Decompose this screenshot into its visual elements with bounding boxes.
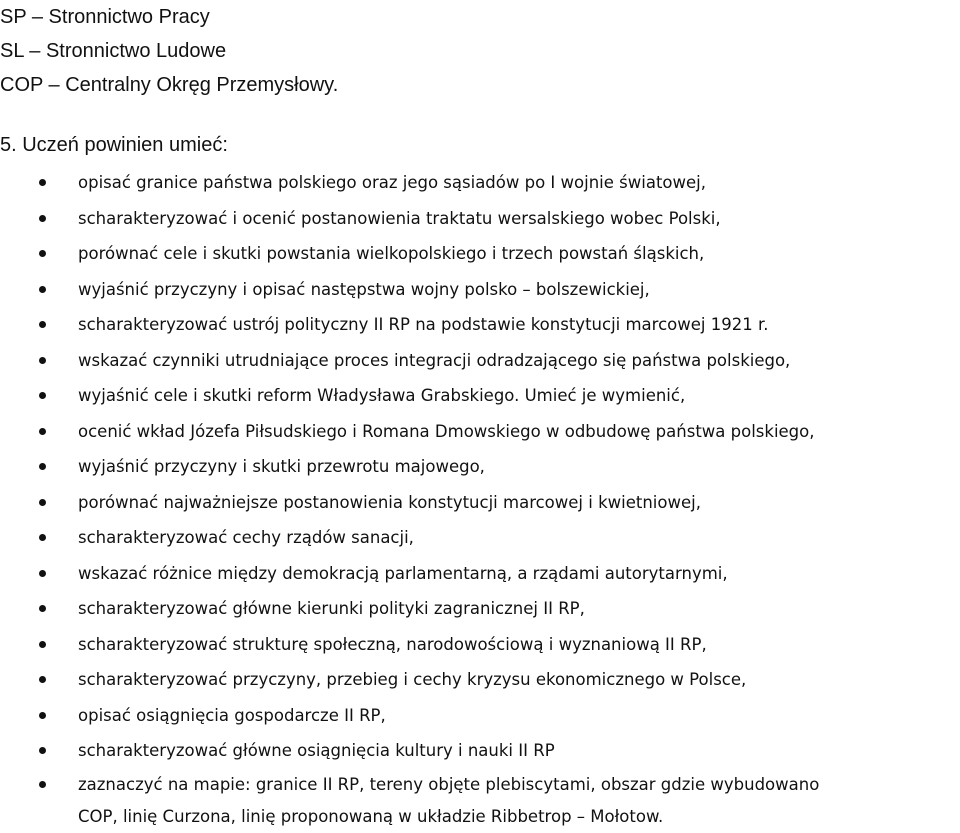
bullet-icon: [39, 428, 46, 435]
bullet-icon: [39, 357, 46, 364]
list-item: [0, 414, 960, 450]
list-item-text: opisać granice państwa polskiego oraz jego sąsiadów po I wojnie światowej,: [78, 173, 706, 192]
list-item-text: porównać najważniejsze postanowienia konstytucji marcowej i kwietniowej,: [78, 492, 701, 512]
bullet-icon: [39, 463, 46, 470]
abbreviations-block: [0, 0, 338, 102]
list-item-text: wskazać czynniki utrudniające proces integracji odradzającego się państwa polskiego,: [78, 350, 791, 370]
list-item: [0, 201, 960, 237]
list-item-text: scharakteryzować główne kierunki polityki zagranicznej II RP,: [78, 599, 585, 618]
list-item-text: porównać cele i skutki powstania wielkopolskiego i trzech powstań śląskich,: [78, 244, 705, 263]
list-item-text: scharakteryzować cechy rządów sanacji,: [78, 528, 414, 547]
list-item: [0, 272, 960, 308]
bullet-icon: [39, 676, 46, 683]
abbreviation-sp: SP – Stronnictwo Pracy: [0, 6, 210, 28]
bullet-icon: [39, 286, 46, 293]
list-item: [0, 591, 960, 627]
list-item: [0, 485, 960, 521]
list-item: [0, 307, 960, 343]
list-item: [0, 627, 960, 663]
skills-list: [0, 165, 960, 833]
list-item: [0, 165, 960, 201]
bullet-icon: [39, 499, 46, 506]
list-item-text: scharakteryzować strukturę społeczną, narodowościową i wyznaniową II RP,: [78, 634, 707, 654]
list-item-text: scharakteryzować i ocenić postanowienia traktatu wersalskiego wobec Polski,: [78, 208, 721, 228]
list-item: [0, 343, 960, 379]
bullet-icon: [39, 747, 46, 754]
bullet-icon: [39, 215, 46, 222]
bullet-icon: [39, 570, 46, 577]
list-item: [0, 449, 960, 485]
abbreviation-sl: SL – Stronnictwo Ludowe: [0, 40, 227, 62]
list-item: [0, 662, 960, 698]
list-item-text: opisać osiągnięcia gospodarcze II RP,: [78, 705, 386, 725]
bullet-icon: [39, 605, 46, 612]
list-item-text: wyjaśnić cele i skutki reform Władysława Grabskiego. Umieć je wymienić,: [78, 386, 686, 405]
list-item-text: scharakteryzować główne osiągnięcia kultury i nauki II RP: [78, 741, 555, 760]
list-item: [0, 236, 960, 272]
bullet-icon: [39, 781, 46, 788]
bullet-icon: [39, 179, 46, 186]
list-item-text: zaznaczyć na mapie: granice II RP, tereny objęte plebiscytami, obszar gdzie wybudowano: [78, 774, 820, 794]
bullet-icon: [39, 250, 46, 257]
list-item: [0, 556, 960, 592]
bullet-icon: [39, 534, 46, 541]
list-item-continuation: [0, 801, 960, 833]
list-item-text: scharakteryzować przyczyny, przebieg i cechy kryzysu ekonomicznego w Polsce,: [78, 670, 747, 689]
list-item: [0, 769, 960, 801]
list-item-text: wyjaśnić przyczyny i opisać następstwa wojny polsko – bolszewickiej,: [78, 279, 650, 299]
list-item-text: wskazać różnice między demokracją parlamentarną, a rządami autorytarnymi,: [78, 563, 728, 583]
list-item: [0, 698, 960, 734]
list-item: [0, 378, 960, 414]
bullet-icon: [39, 712, 46, 719]
list-item-text: scharakteryzować ustrój polityczny II RP na podstawie konstytucji marcowej 1921 r.: [78, 315, 769, 334]
section-heading: 5. Uczeń powinien umieć:: [0, 134, 228, 156]
bullet-icon: [39, 392, 46, 399]
list-item: [0, 733, 960, 769]
list-item-text: ocenić wkład Józefa Piłsudskiego i Romana Dmowskiego w odbudowę państwa polskiego,: [78, 421, 815, 441]
list-item-text: wyjaśnić przyczyny i skutki przewrotu majowego,: [78, 457, 485, 476]
abbreviation-cop: COP – Centralny Okręg Przemysłowy.: [0, 74, 339, 96]
list-item: [0, 520, 960, 556]
bullet-icon: [39, 641, 46, 648]
list-item-continuation-text: COP, linię Curzona, linię proponowaną w układzie Ribbetrop – Mołotow.: [78, 806, 664, 826]
bullet-icon: [39, 321, 46, 328]
